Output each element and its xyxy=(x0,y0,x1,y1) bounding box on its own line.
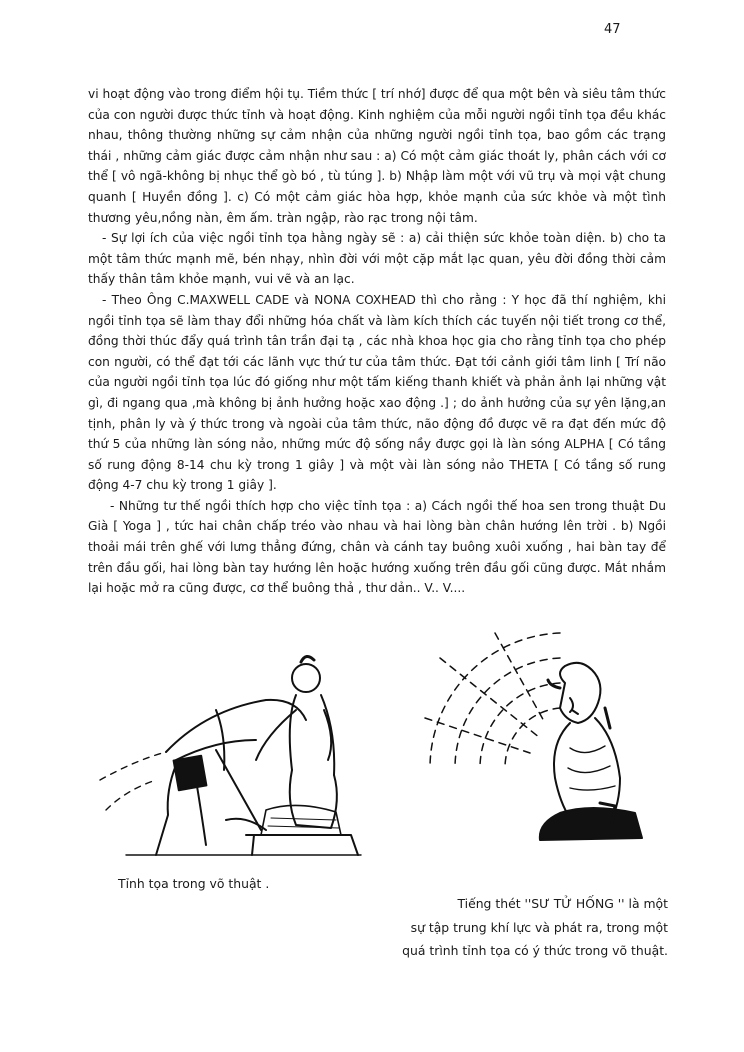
caption-right xyxy=(374,892,668,963)
caption-right-line: sự tập trung khí lực và phát ra, trong một xyxy=(410,919,668,935)
caption-left: Tỉnh tọa trong võ thuật . xyxy=(118,876,270,891)
caption-right-line: quá trình tỉnh tọa có ý thức trong võ thuật. xyxy=(402,943,668,958)
lion-roar-illustration-right xyxy=(420,628,660,853)
page-number: 47 xyxy=(604,22,621,37)
paragraph-4: - Những tư thế ngồi thích hợp cho việc tỉnh tọa : a) Cách ngồi thế hoa sen trong thuật Du Già [ Yoga ] , tức hai chân chấp tréo vào nhau và hai lòng bàn chân hướng lên trời . b) Ngồi thoải mái trên ghế với lưng thẳng đứng, chân và cánh tay buông xuôi xuống , hai bàn tay để trên đầu gối, hai lòng bàn tay hướng lên hoặc hướng xuống trên đầu gối cũng được. Mắt nhắm lại hoặc mở ra cũng được, cơ thể buông thả , thư dản.. V.. V.... xyxy=(88,498,666,596)
paragraph-1: vi hoạt động vào trong điểm hội tụ. Tiềm thức [ trí nhớ] được để qua một bên và siêu tâm thức của con người được thức tỉnh và hoạt động. Kinh nghiệm của mỗi người ngồi tỉnh tọa đều khác nhau, thông thường những sự cảm nhận của những người ngồi tỉnh tọa, bao gồm các trạng thái , những cảm giác được cảm nhận như sau : a) Có một cảm giác thoát ly, phân cách với cơ thể [ vô ngã-không bị nhục thể gò bó , tù túng ]. b) Nhập làm một với vũ trụ và mọi vật chung quanh [ Huyền đồng ]. c) Có một cảm giác hòa hợp, khỏe mạnh của sức khỏe và một tình thương yêu,nồng nàn, êm ấm. tràn ngập, rào rạc trong nội tâm. xyxy=(88,87,666,225)
martial-arts-illustration-left xyxy=(96,640,376,865)
paragraph-2: - Sự lợi ích của việc ngồi tỉnh tọa hằng ngày sẽ : a) cải thiện sức khỏe toàn diện. b) cho ta một tâm thức mạnh mẽ, bén nhạy, nhìn đời với một cặp mắt lạc quan, yêu đời đồng thời cảm thấy thân tâm khỏe mạnh, vui vẽ và an lạc. xyxy=(88,231,666,287)
paragraph-3: - Theo Ông C.MAXWELL CADE và NONA COXHEAD thì cho rằng : Y học đã thí nghiệm, khi ngồi tỉnh tọa sẽ làm thay đổi những hóa chất và làm kích thích các tuyến nội tiết trong cơ thể, đồng thời thúc đẩy quá trình tân trần đại tạ , các nhà khoa học gia cho rằng tỉnh tọa cho phép con người, có thể đạt tới các lãnh vực thứ tư của tâm thức. Đạt tới cảnh giới tâm linh [ Trí não của người ngồi tỉnh tọa lúc đó giống như một tấm kiếng thanh khiết và phản ảnh lại những vật gì, đi ngang qua ,mà không bị ảnh hưởng hoặc xao động .] ; do ảnh hưởng của sự yên lặng,an tịnh, phân ly và ý thức trong và ngoài của tâm thức, não động đồ được vẽ ra đạt đến mức độ thứ 5 của những làn sóng nảo, những mức độ sống nầy được gọi là làn sóng ALPHA [ Có tầng số rung động 8-14 chu kỳ trong 1 giây ] và một vài làn sóng nảo THETA [ Có tầng số rung động 4-7 chu kỳ trong 1 giây ]. xyxy=(88,292,666,493)
caption-right-line: Tiếng thét ''SƯ TỬ HỐNG '' là một xyxy=(457,896,668,911)
body-text xyxy=(88,84,666,599)
